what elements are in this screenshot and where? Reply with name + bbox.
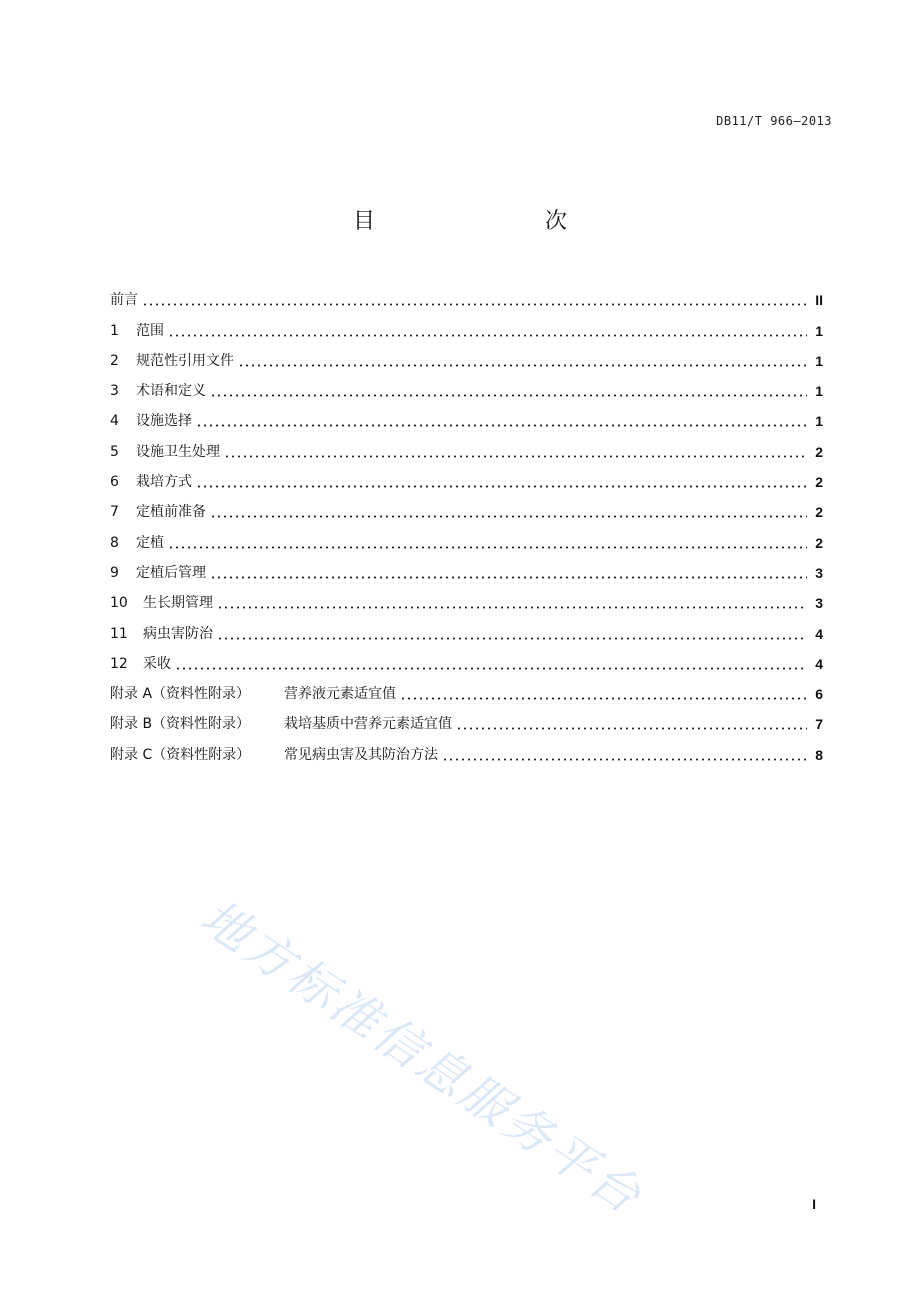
toc-entry-number: 4 (110, 413, 119, 430)
toc-entry-9[interactable] (110, 553, 823, 583)
toc-entry-10[interactable] (110, 583, 823, 613)
toc-entry-8[interactable] (110, 522, 823, 552)
toc-dot-leader (175, 667, 807, 670)
toc-entry-title: 定植 (136, 534, 164, 551)
toc-entry-title: 范围 (136, 322, 164, 339)
standard-code: DB11/T 966—2013 (716, 114, 832, 128)
toc-entry-page: 2 (815, 534, 823, 551)
toc-entry-title: 术语和定义 (136, 383, 206, 400)
toc-entry-title: 栽培基质中营养元素适宜值 (284, 716, 452, 733)
page-title: 目 次 (352, 209, 609, 234)
toc-entry-appendix-b[interactable] (110, 704, 823, 734)
toc-entry-title: 定植后管理 (136, 564, 206, 581)
toc-dot-leader (168, 334, 807, 337)
toc-dot-leader (224, 455, 807, 458)
toc-dot-leader (238, 364, 807, 367)
toc-entry-number: 2 (110, 352, 119, 369)
toc-dot-leader (442, 758, 807, 761)
toc-entry-number: 3 (110, 383, 119, 400)
toc-entry-appendix-c[interactable] (110, 734, 823, 764)
toc-entry-page: 2 (815, 474, 823, 491)
table-of-contents (110, 280, 823, 765)
toc-entry-12[interactable] (110, 644, 823, 674)
toc-dot-leader (400, 697, 807, 700)
toc-entry-number: 9 (110, 564, 119, 581)
toc-entry-page: 1 (815, 383, 823, 400)
toc-entry-page: 3 (815, 595, 823, 612)
toc-entry-page: 6 (815, 686, 823, 703)
toc-entry-title: 设施卫生处理 (136, 443, 220, 460)
toc-entry-title: 前言 (110, 292, 138, 309)
watermark: 地方标准信息服务平台 (190, 889, 653, 1227)
toc-entry-page: 8 (815, 746, 823, 763)
toc-entry-number: 8 (110, 534, 119, 551)
toc-entry-title: 常见病虫害及其防治方法 (284, 746, 438, 763)
toc-entry-6[interactable] (110, 462, 823, 492)
toc-entry-page: 3 (815, 564, 823, 581)
toc-entry-page: 1 (815, 322, 823, 339)
toc-entry-7[interactable] (110, 492, 823, 522)
toc-entry-number: 6 (110, 474, 119, 491)
toc-entry-number: 附录 B（资料性附录） (110, 716, 251, 733)
toc-entry-page: 7 (815, 716, 823, 733)
toc-dot-leader (210, 576, 807, 579)
toc-entry-preface[interactable] (110, 280, 823, 310)
toc-entry-page: 2 (815, 443, 823, 460)
toc-entry-title: 生长期管理 (143, 595, 213, 612)
toc-entry-page: 1 (815, 413, 823, 430)
toc-entry-page: 2 (815, 504, 823, 521)
toc-dot-leader (168, 546, 807, 549)
toc-entry-title: 栽培方式 (136, 474, 192, 491)
toc-entry-number: 12 (110, 655, 128, 672)
toc-entry-number: 11 (110, 625, 128, 642)
toc-entry-1[interactable] (110, 310, 823, 340)
toc-entry-title: 设施选择 (136, 413, 192, 430)
toc-entry-number: 7 (110, 504, 119, 521)
toc-entry-title: 定植前准备 (136, 504, 206, 521)
toc-dot-leader (210, 515, 807, 518)
page-number: I (812, 1196, 816, 1212)
toc-entry-page: 4 (815, 655, 823, 672)
toc-entry-number: 5 (110, 443, 119, 460)
toc-dot-leader (196, 485, 807, 488)
toc-entry-number: 附录 A（资料性附录） (110, 686, 251, 703)
toc-dot-leader (210, 394, 807, 397)
toc-entry-title: 病虫害防治 (143, 625, 213, 642)
toc-entry-appendix-a[interactable] (110, 674, 823, 704)
toc-entry-title: 规范性引用文件 (136, 352, 234, 369)
toc-dot-leader (456, 727, 807, 730)
toc-dot-leader (217, 637, 807, 640)
toc-dot-leader (142, 303, 807, 306)
toc-entry-number: 附录 C（资料性附录） (110, 746, 251, 763)
toc-entry-number: 1 (110, 322, 119, 339)
toc-entry-4[interactable] (110, 401, 823, 431)
toc-entry-page: II (815, 292, 823, 309)
toc-entry-3[interactable] (110, 371, 823, 401)
toc-entry-page: 1 (815, 352, 823, 369)
toc-entry-page: 4 (815, 625, 823, 642)
toc-entry-number: 10 (110, 595, 128, 612)
toc-entry-5[interactable] (110, 431, 823, 461)
toc-entry-2[interactable] (110, 341, 823, 371)
toc-entry-title: 采收 (143, 655, 171, 672)
toc-entry-title: 营养液元素适宜值 (284, 686, 396, 703)
toc-dot-leader (217, 606, 807, 609)
toc-dot-leader (196, 424, 807, 427)
toc-entry-11[interactable] (110, 613, 823, 643)
